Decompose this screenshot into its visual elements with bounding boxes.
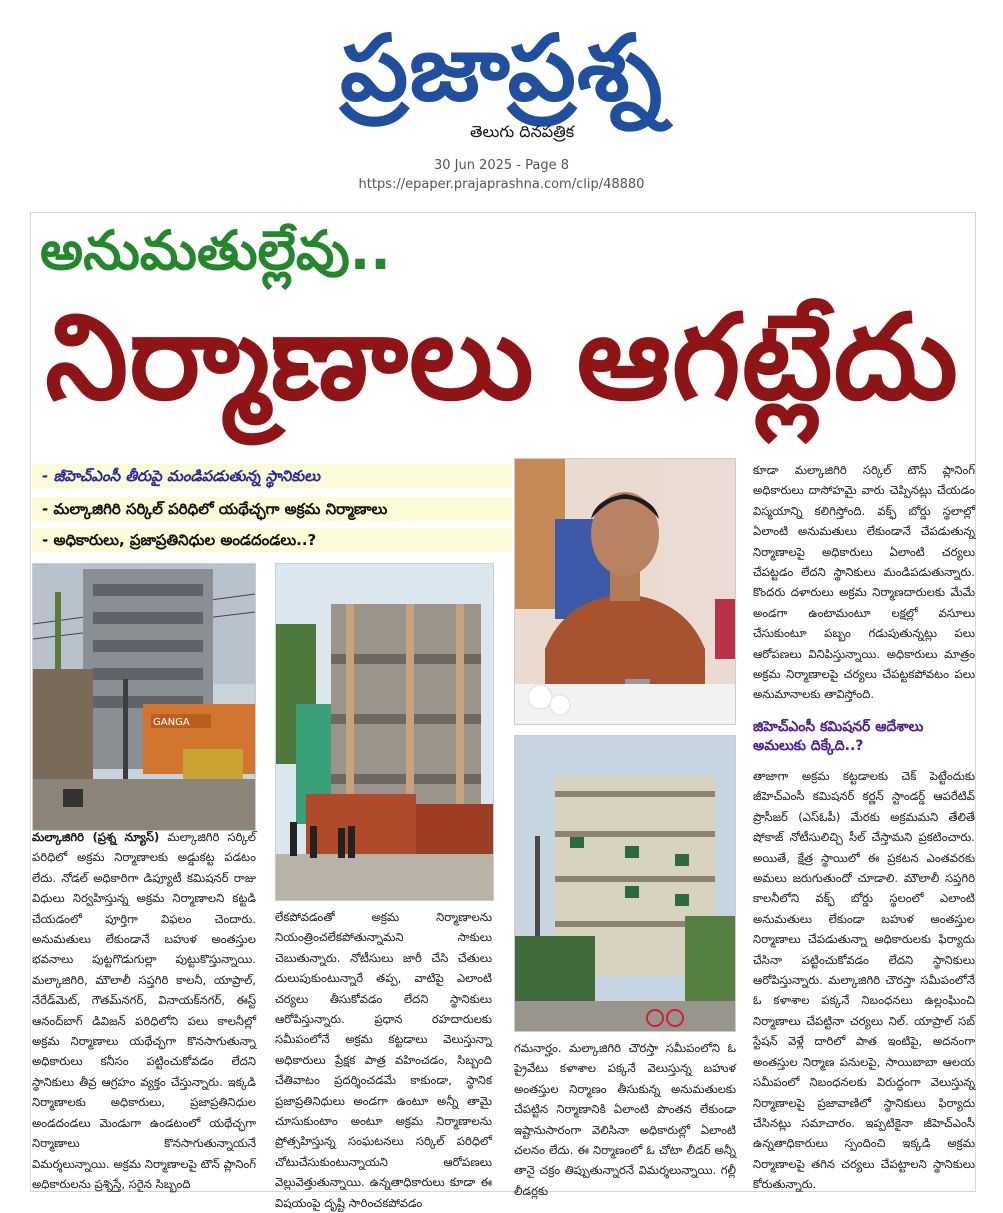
- shop-sign-text: GANGA: [153, 717, 190, 728]
- body-column-4-top: కూడా మల్కాజిగిరి సర్కిల్ టౌన్ ప్లానింగ్ అధికారులు దాసోహమై వారు చెప్పినట్లు చేయడం విస్మయాన్ని కలిగిస్తోంది. వక్ఫ్ బోర్డు స్థలాల్లో ఏలాంటి అనుమతులు లేకుండానే చేపడుతున్న నిర్మాణాలపై అధికారులు ఏలాంటి చర్యలు చేపట్టడం లేదని స్థానికులు మండిపడుతున్నారు. కొందరు దళారులు అక్రమ నిర్మాణదారులకు మేమే అండగా ఉంటామంటూ లక్షల్లో వసూలు చేసుకుంటూ పబ్బం గడుపుతున్నట్లు పలు ఆరోపణలు వినిపిస్తున్నాయి. అధికారులు మాత్రం అక్రమ నిర్మాణాలపై చర్యలు చేపట్టకపోవటం పలు అనుమానాలకు తావిస్తోంది.: [753, 463, 975, 702]
- photo-construction-site: [275, 563, 494, 901]
- body-column-3: గమనార్హం. మల్కాజిగిరి చౌరస్తా సమీపంలోని ఓ ప్రైవేటు కళాశాల పక్కనే వెలుస్తున్న బహుళ అంతస్తుల నిర్మాణం తీసుకున్న అనుమతులకు చేపట్టిన నిర్మాణానికి ఏలాంటి పొంతన లేకుండా ఇష్టానుసారంగా వెలిసినా అధికారుల్లో ఏలాంటి చలనం లేదు. ఈ నిర్మాణంలో ఓ చోటా లీడర్ అన్నీ తానై చక్రం తిప్పుతున్నారనే విమర్శలున్నాయి. గల్లీ లీడర్లకు: [514, 1041, 736, 1198]
- photo-official-portrait: [514, 458, 736, 725]
- column-4-subheading: జిహెచ్ఎంసీ కమిషనర్ ఆదేశాలు అమలుకు దిక్కేది..?: [753, 719, 924, 754]
- photo-building-street: [32, 563, 256, 831]
- masthead-subtitle: తెలుగు దినపత్రిక: [470, 122, 575, 141]
- edition-date-page: 30 Jun 2025 - Page 8: [433, 158, 570, 173]
- clip-url[interactable]: https://epaper.prajaprashna.com/clip/48880: [358, 177, 645, 192]
- headline: నిర్మాణాలు ఆగట్లేదు: [45, 288, 959, 426]
- deck-line-3: - అధికారులు, ప్రజాప్రతినిధుల అండదండలు..?: [32, 528, 512, 552]
- body-column-4-bottom: తాజాగా అక్రమ కట్టడాలకు చెక్ పెట్టేందుకు జీహెచ్ఎంసీ కమిషనర్ కర్ణన్ స్టాండర్డ్ ఆపరేటివ్ ప్రొసీజర్ (ఎస్ఓపీ) మేరకు అక్రమమని తేలితే షోకాజ్ నోటీసులిచ్చి సీల్ చేస్తామని ప్రకటించారు. అయితే, క్షేత్ర స్థాయిలో ఈ ప్రకటన ఎంతవరకు అమలు జరుగుతుందో చూడాలి. మౌలాలీ సప్తగిరి కాలనీలోని వక్ఫ్ బోర్డు స్థలంలో ఎలాంటి అనుమతులు లేకుండా బహుళ అంతస్తుల నిర్మాణాలు చేపడుతున్నా అధికారులకు ఫిర్యాదు చేసినా పట్టించుకోవడం లేదని స్థానికులు ఆరోపిస్తున్నారు. మల్కాజిగిరి చౌరస్తా సమీపంలోనే ఓ కళాశాల పక్కనే నిబంధనలు ఉల్లంఘించి నిర్మాణాలు చేపట్టినా చర్యలు నిల్. యాప్రాల్ సబ్ స్టేషన్ వెళ్లే దారిలో పాత ఇంటిపై, అదనంగా అంతస్తుల నిర్మాణ పనులపై, సాయిబాబా ఆలయ సమీపంలో నిబంధనలకు విరుద్ధంగా వెలుస్తున్న నిర్మాణాలపై ప్రజావాణిలో స్థానికులు ఫిర్యాదు చేసినట్లు సమాచారం. ఇప్పటికైనా జీహెచ్ఎంసీ ఉన్నతాధికారులు స్పందించి ఇక్కడి అక్రమ నిర్మాణాలపై తగిన చర్యలు చేపట్టాలని స్థానికులు కోరుతున్నారు.: [753, 769, 975, 1192]
- body-column-2: లేకపోవడంతో అక్రమ నిర్మాణాలను నియంత్రించలేకపోతున్నామని సాకులు చెబుతున్నారు. నోటీసులు జారీ చేసి చేతులు దులుపుకుంటున్నారే తప్ప, వాటిపై ఎలాంటి చర్యలు తీసుకోవడం లేదని స్థానికులు ఆరోపిస్తున్నారు. ప్రధాన రహదారులకు సమీపంలోనే అక్రమ కట్టడాలు వెలుస్తున్నా అధికారులు ప్రేక్షక పాత్ర వహించడం, సిబ్బంది చేతివాటం ప్రదర్శించడమే కాకుండా, స్థానిక ప్రజాప్రతినిధులు అండగా ఉంటూ అన్నీ తామై చూసుకుంటాం అంటూ అక్రమ నిర్మాణాలను ప్రోత్సహిస్తున్న సంఘటనలు సర్కిల్ పరిధిలో చోటుచేసుకుంటున్నాయని ఆరోపణలు వెల్లువెత్తుతున్నాయి. ఉన్నతాధికారులు కూడా ఈ విషయంపై దృష్టి సారించకపోవడం: [275, 910, 492, 1210]
- body-column-1: [32, 827, 256, 1192]
- deck-line-2: - మల్కాజిగిరి సర్కిల్ పరిధిలో యథేచ్ఛగా అక్రమ నిర్మాణాలు: [32, 497, 512, 521]
- deck-line-1: - జీహెచ్ఎంసీ తీరుపై మండిపడుతున్న స్థానికులు: [32, 464, 512, 488]
- kicker-text: అనుమతుల్లేవు..: [40, 219, 391, 282]
- photo-tall-building: [514, 735, 736, 1032]
- masthead-logo: ప్రజాప్రశ్న: [339, 14, 663, 122]
- kicker: [30, 219, 974, 282]
- dateline: మల్కాజిగిరి (ప్రశ్న న్యూస్): [32, 830, 160, 844]
- body-column-1-text: మల్కాజిగిరి సర్కిల్ పరిధిలో అక్రమ నిర్మాణాలకు అడ్డుకట్ట పడటం లేదు. నోడల్ అధికారిగా డిప్యూటీ కమిషనర్ రాజు విధులు నిర్వహిస్తున్న అక్రమ నిర్మాణాలని కట్టడి చేయడంలో పూర్తిగా విఫలం చెందారు. అనుమతులు లేకుండానే బహుళ అంతస్తుల భవనాలు పుట్టగొడుగుల్లా పుట్టుకొస్తున్నాయి. మల్కాజిగిరి, మౌలాలీ సప్తగిరి కాలనీ, యాప్రాల్, నేరేడ్‌మెట్, గౌతమ్‌నగర్, వినాయక్‌నగర్, ఈస్ట్ ఆనంద్‌బాగ్ డివిజన్ పరిధిలోని పలు కాలనీల్లో అక్రమ నిర్మాణాలు యథేచ్ఛగా కొనసాగుతున్నా అధికారులు కనీసం పట్టించుకోవడం లేదని స్థానికులు తీవ్ర ఆగ్రహం వ్యక్తం చేస్తున్నారు. ఇక్కడి నిర్మాణాలకు అధికారులు, ప్రజాప్రతినిధుల అండదండలు మెండుగా ఉండటంలో యథేచ్ఛగా నిర్మాణాలు కొనసాగుతున్నాయనే విమర్శలున్నాయి. అక్రమ నిర్మాణాలపై టౌన్ ప్లానింగ్ అధికారులను ప్రశ్నిస్తే, సరైన సిబ్బంది: [32, 830, 256, 1191]
